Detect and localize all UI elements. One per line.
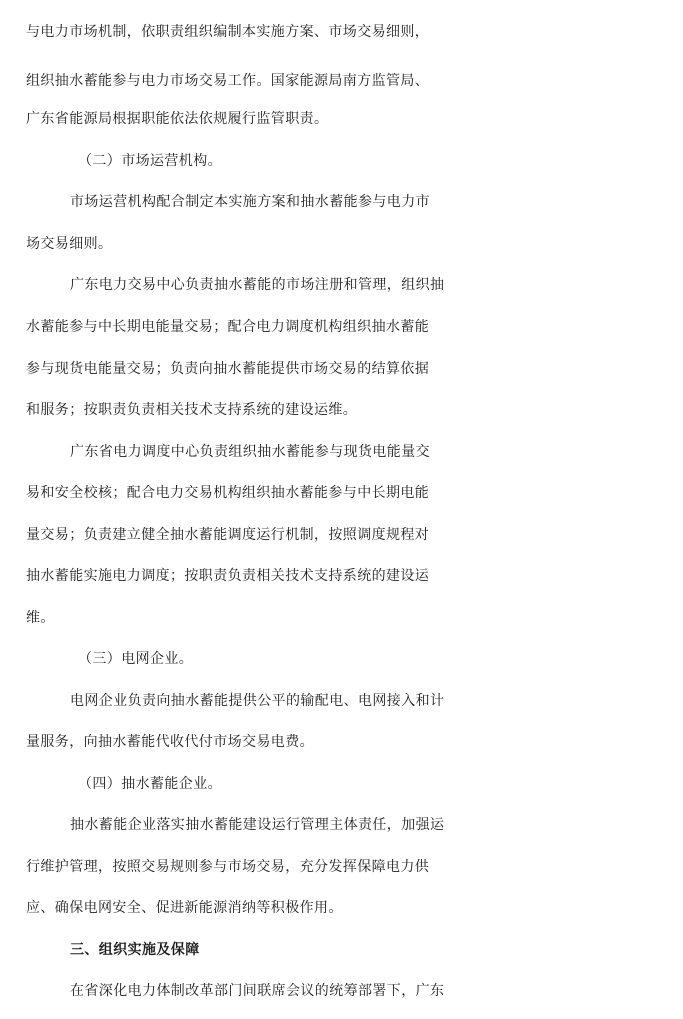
text-line: 抽水蓄能企业落实抽水蓄能建设运行管理主体责任，加强运 [70,817,445,833]
text-line: 电网企业负责向抽水蓄能提供公平的输配电、电网接入和计 [70,693,445,709]
text-line: 量服务，向抽水蓄能代收代付市场交易电费。 [26,734,314,750]
text-line: 广东电力交易中心负责抽水蓄能的市场注册和管理，组织抽 [70,277,445,293]
text-line: 维。 [26,610,55,626]
text-line: 广东省电力调度中心负责组织抽水蓄能参与现货电能量交 [70,444,430,460]
text-line: 和服务；按职责负责相关技术支持系统的建设运维。 [26,402,358,418]
section-heading: （二）市场运营机构。 [78,153,222,169]
section-heading: （四）抽水蓄能企业。 [78,776,222,792]
chapter-heading: 三、组织实施及保障 [70,942,200,958]
text-line: 在省深化电力体制改革部门间联席会议的统筹部署下，广东 [70,983,445,999]
text-line: 易和安全校核；配合电力交易机构组织抽水蓄能参与中长期电能 [26,485,430,501]
text-line: 市场运营机构配合制定本实施方案和抽水蓄能参与电力市 [70,194,430,210]
text-line: 参与现货电能量交易；负责向抽水蓄能提供市场交易的结算依据 [26,361,430,377]
text-line: 场交易细则。 [26,236,113,252]
text-line: 广东省能源局根据职能依法依规履行监管职责。 [26,111,329,127]
text-line: 与电力市场机制，依职责组织编制本实施方案、市场交易细则， [26,24,430,40]
text-line: 抽水蓄能实施电力调度；按职责负责相关技术支持系统的建设运 [26,568,430,584]
text-line: 组织抽水蓄能参与电力市场交易工作。国家能源局南方监管局、 [26,73,430,89]
text-line: 量交易；负责建立健全抽水蓄能调度运行机制，按照调度规程对 [26,527,430,543]
text-line: 行维护管理，按照交易规则参与市场交易，充分发挥保障电力供 [26,859,430,875]
text-line: 水蓄能参与中长期电能量交易；配合电力调度机构组织抽水蓄能 [26,319,430,335]
text-line: 应、确保电网安全、促进新能源消纳等积极作用。 [26,900,343,916]
section-heading: （三）电网企业。 [78,651,194,667]
